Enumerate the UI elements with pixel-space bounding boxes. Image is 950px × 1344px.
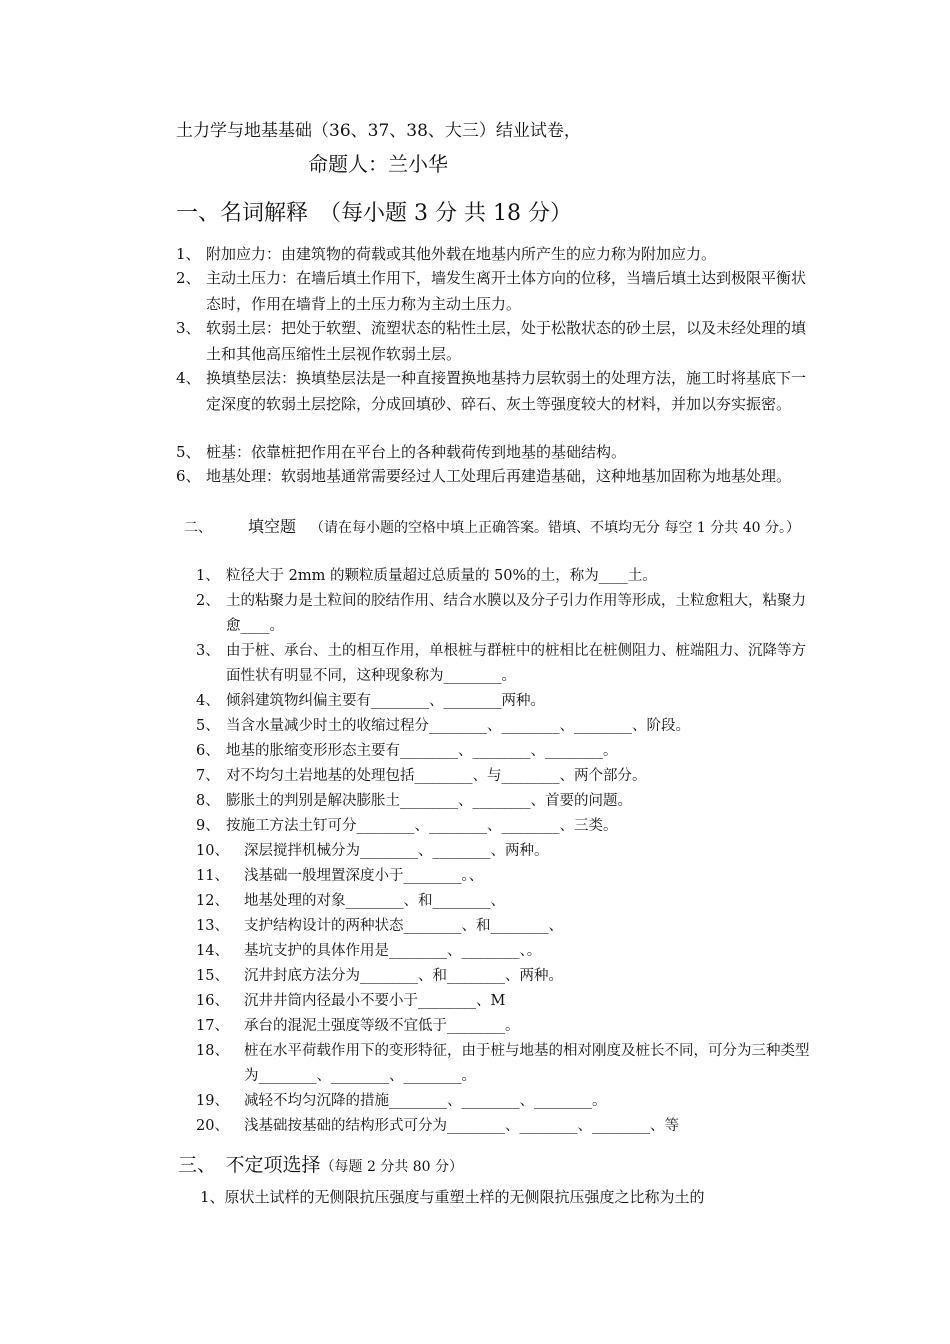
section3-heading-note: （每题 2 分共 80 分） (320, 1159, 464, 1175)
item-text: 倾斜建筑物纠偏主要有________、________两种。 (226, 693, 545, 709)
section2-heading-note: （请在每小题的空格中填上正确答案。错填、不填均无分 每空 1 分共 40 分。） (310, 520, 800, 536)
item-text: 浅基础按基础的结构形式可分为________、________、________、等 (244, 1118, 679, 1134)
item-number: 20、 (196, 1118, 229, 1134)
item-text: 当含水量减少时土的收缩过程分________、________、________、阶段。 (226, 718, 690, 734)
section2-heading (184, 514, 814, 541)
item-text: 主动土压力：在墙后填土作用下，墙发生离开土体方向的位移，当墙后填土达到极限平衡状态时，作用在墙背上的土压力称为主动土压力。 (206, 269, 807, 313)
item-text: 沉井井筒内径最小不要小于________、M (244, 993, 506, 1009)
item-text: 深层搅拌机械分为________、________、两种。 (244, 843, 549, 859)
item-number: 2、 (196, 593, 220, 609)
section1-heading: 一、名词解释 （每小题 3 分 共 18 分） (176, 201, 572, 226)
item-number: 5、 (176, 443, 201, 461)
item-text: 土的粘聚力是土粒间的胶结作用、结合水膜以及分子引力作用等形成，土粒愈粗大，粘聚力愈____。 (226, 593, 806, 634)
item-number: 4、 (176, 369, 201, 387)
item-number: 4、 (196, 693, 220, 709)
item-number: 19、 (196, 1093, 229, 1109)
item-number: 10、 (196, 843, 229, 859)
item-text: 附加应力：由建筑物的荷载或其他外载在地基内所产生的应力称为附加应力。 (206, 245, 717, 263)
item-text: 按施工方法土钉可分________、________、________、三类。 (226, 818, 618, 834)
item-text: 桩在水平荷载作用下的变形特征，由于桩与地基的相对刚度及桩长不同，可分为三种类型为________、________、________。 (244, 1043, 810, 1084)
item-text: 对不均匀土岩地基的处理包括________、与________、两个部分。 (226, 768, 647, 784)
item-text: 基坑支护的具体作用是________、________、。 (244, 943, 542, 959)
item-number: 6、 (196, 743, 220, 759)
item-number: 6、 (176, 467, 201, 485)
item-number: 9、 (196, 818, 220, 834)
item-text: 膨胀土的判别是解决膨胀土________、________、首要的问题。 (226, 793, 632, 809)
item-text: 减轻不均匀沉降的措施________、________、________。 (244, 1093, 607, 1109)
item-text: 浅基础一般埋置深度小于________。、 (244, 868, 484, 884)
item-number: 15、 (196, 968, 229, 984)
item-number: 12、 (196, 893, 229, 909)
item-number: 11、 (196, 868, 229, 884)
item-number: 2、 (176, 269, 201, 287)
item-text: 换填垫层法：换填垫层法是一种直接置换地基持力层软弱土的处理方法，施工时将基底下一定深度的软弱土层挖除，分成回填砂、碎石、灰土等强度较大的材料，并加以夯实振密。 (206, 369, 807, 413)
item-text: 支护结构设计的两种状态________、和________、 (244, 918, 563, 934)
item-text: 地基处理：软弱地基通常需要经过人工处理后再建造基础，这种地基加固称为地基处理。 (206, 467, 792, 485)
item-number: 5、 (196, 718, 220, 734)
exam-title: 土力学与地基基础（36、37、38、大三）结业试卷， (176, 121, 581, 141)
item-number: 7、 (196, 768, 220, 784)
item-number: 1、 (176, 245, 201, 263)
item-number: 18、 (196, 1043, 229, 1059)
section3-heading-label: 三、 不定项选择 (178, 1154, 321, 1176)
item-text: 沉井封底方法分为________、和________、两种。 (244, 968, 563, 984)
item-text: 承台的混泥土强度等级不宜低于________。 (244, 1018, 520, 1034)
item-number: 16、 (196, 993, 229, 1009)
item-number: 14、 (196, 943, 229, 959)
section2-heading-number: 二、 (184, 520, 212, 536)
item-number: 1、 (196, 568, 220, 584)
section3-heading (178, 1150, 463, 1177)
section2-heading-label: 填空题 (248, 517, 297, 536)
item-text: 地基的胀缩变形形态主要有________、________、________。 (226, 743, 618, 759)
item-number: 3、 (196, 643, 220, 659)
section3-question-1: 1、原状土试样的无侧限抗压强度与重塑土样的无侧限抗压强度之比称为土的 (200, 1188, 705, 1206)
item-number: 13、 (196, 918, 229, 934)
item-number: 17、 (196, 1018, 229, 1034)
item-text: 粒径大于 2mm 的颗粒质量超过总质量的 50%的土，称为____土。 (226, 568, 657, 584)
item-text: 桩基：依靠桩把作用在平台上的各种载荷传到地基的基础结构。 (206, 443, 627, 461)
item-text: 地基处理的对象________、和________、 (244, 893, 505, 909)
item-number: 3、 (176, 319, 201, 337)
item-number: 8、 (196, 793, 220, 809)
exam-author: 命题人：兰小华 (308, 152, 448, 176)
item-text: 软弱土层：把处于软塑、流塑状态的粘性土层，处于松散状态的砂土层，以及未经处理的填土和其他高压缩性土层视作软弱土层。 (206, 319, 807, 363)
item-text: 由于桩、承台、土的相互作用，单根桩与群桩中的桩相比在桩侧阻力、桩端阻力、沉降等方面性状有明显不同，这种现象称为________。 (226, 643, 806, 684)
